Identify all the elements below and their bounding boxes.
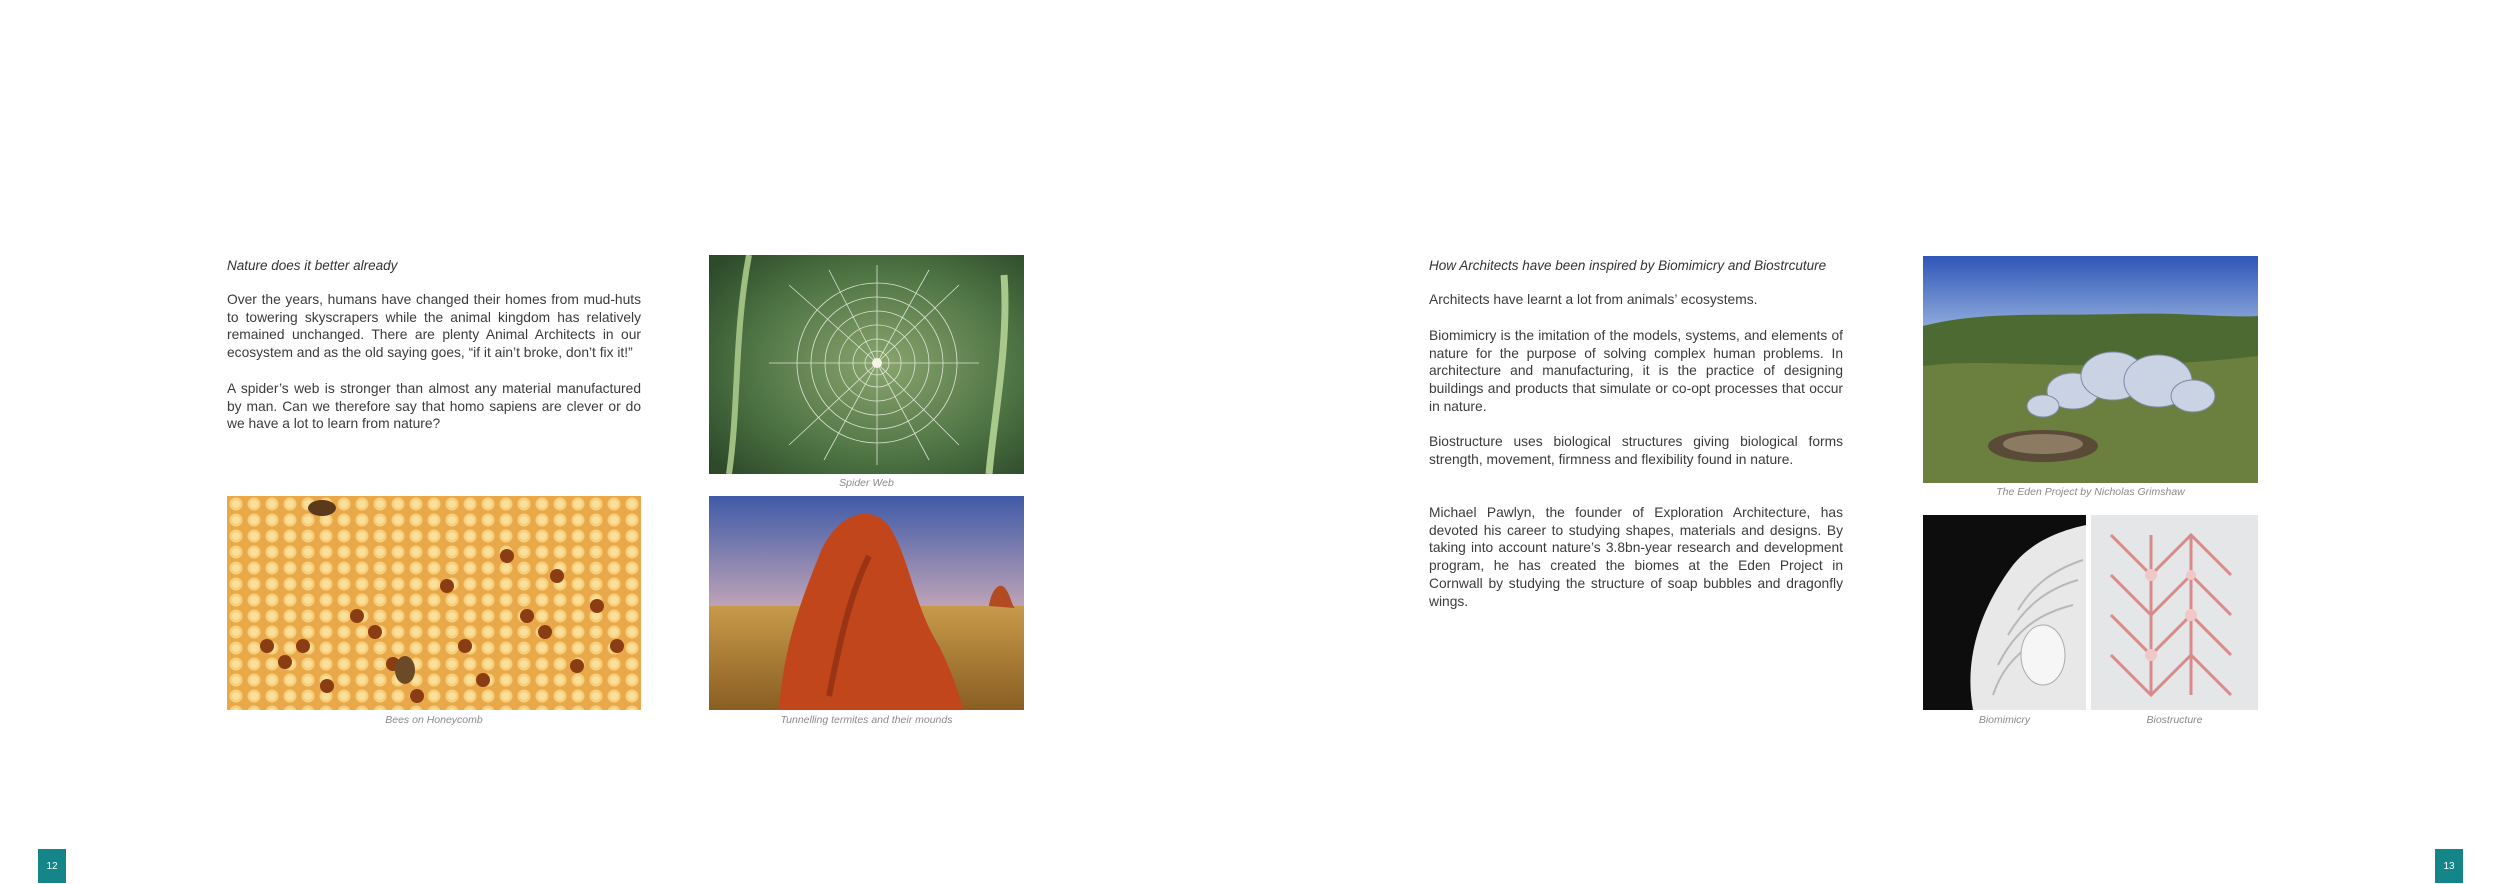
- spider-web-caption: Spider Web: [839, 477, 894, 489]
- spider-web-image: [709, 255, 1024, 474]
- left-paragraph-2: A spider’s web is stronger than almost any material manufactured by man. Can we therefore say that homo sapiens are clever or do we have a lot to learn from nature?: [227, 381, 641, 432]
- honeycomb-caption: Bees on Honeycomb: [385, 714, 483, 726]
- page-number-right: 13: [2435, 849, 2463, 883]
- eden-caption: The Eden Project by Nicholas Grimshaw: [1996, 486, 2185, 498]
- right-paragraph-3: Biostructure uses biological structures giving biological forms strength, movement, firmness and flexibility found in nature.: [1429, 434, 1843, 467]
- biomimicry-image: [1923, 515, 2086, 710]
- left-paragraph-1: Over the years, humans have changed their homes from mud-huts to towering skyscrapers while the animal kingdom has relatively remained unchanged. There are plenty Animal Architects in our ecosystem and as the old saying goes, “if it ain’t broke, don’t fix it!”: [227, 292, 641, 361]
- left-heading: Nature does it better already: [227, 258, 398, 273]
- honeycomb-image: [227, 496, 641, 710]
- right-paragraph-1: Architects have learnt a lot from animals’ ecosystems.: [1429, 292, 1758, 307]
- biomimicry-caption: Biomimicry: [1978, 714, 2031, 726]
- page-number-left: 12: [38, 849, 66, 883]
- right-paragraph-4: Michael Pawlyn, the founder of Exploration Architecture, has devoted his career to studying shapes, materials and designs. By taking into account nature’s 3.8bn-year research and development program, he has created the biomes at the Eden Project in Cornwall by studying the structure of soap bubbles and dragonfly wings.: [1429, 505, 1843, 609]
- right-heading: How Architects have been inspired by Biomimicry and Biostrcuture: [1429, 258, 1827, 273]
- right-paragraph-2: Biomimicry is the imitation of the models, systems, and elements of nature for the purpose of solving complex human problems. In architecture and manufacturing, it is the practice of designing buildings and products that simulate or co-opt processes that occur in nature.: [1429, 328, 1843, 414]
- biostructure-image: [2091, 515, 2258, 710]
- biostructure-caption: Biostructure: [2146, 714, 2203, 726]
- termite-mound-image: [709, 496, 1024, 710]
- eden-project-image: [1923, 256, 2258, 483]
- termite-caption: Tunnelling termites and their mounds: [780, 714, 953, 726]
